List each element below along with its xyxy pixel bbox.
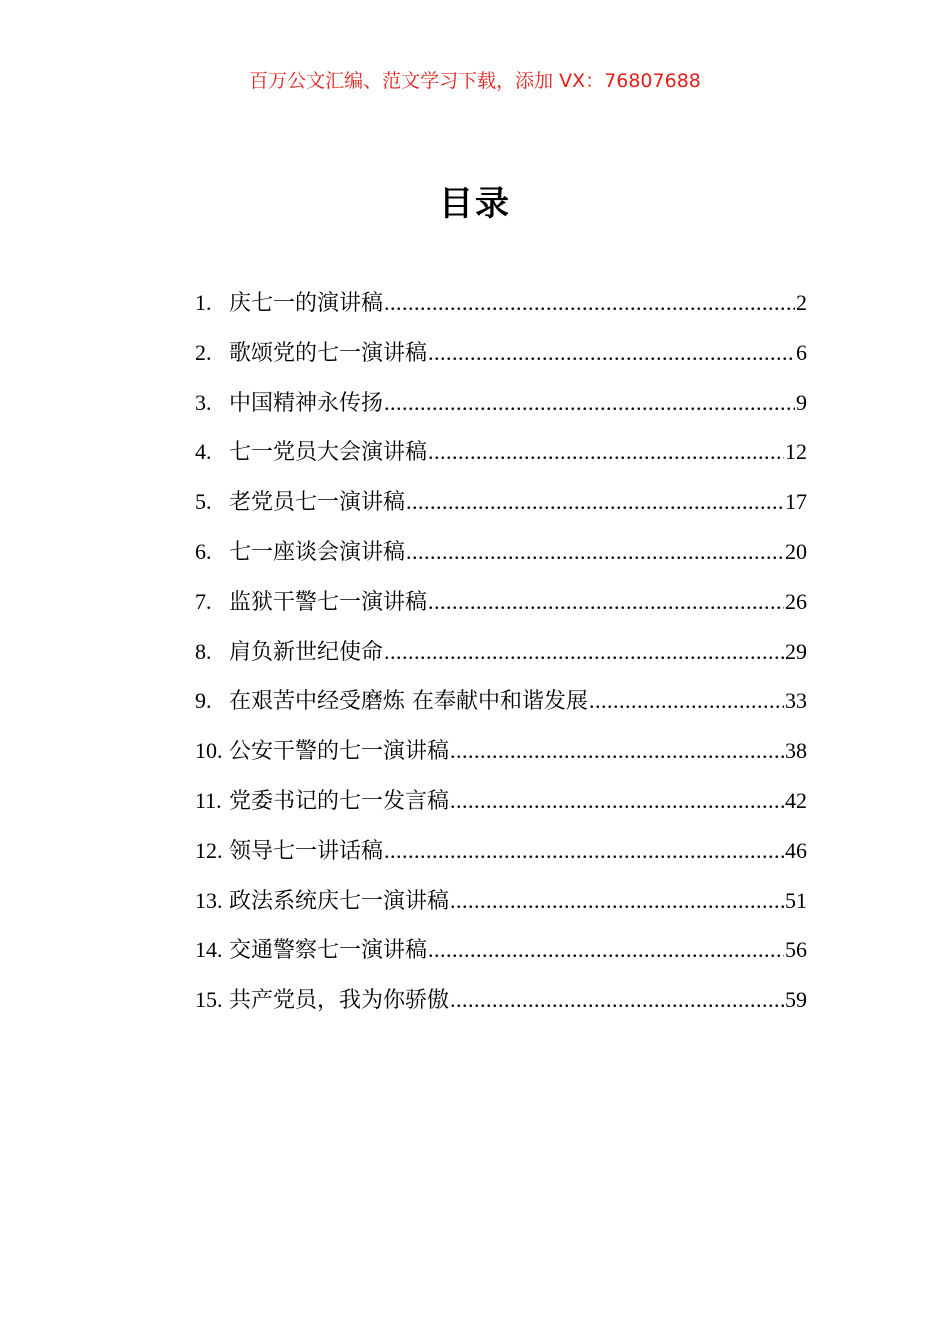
toc-entry-page-number: 17: [785, 489, 807, 515]
toc-entry-title: 老党员七一演讲稿: [229, 490, 406, 516]
toc-entry-page-number: 9: [796, 389, 807, 415]
toc-entry[interactable]: [195, 482, 807, 532]
toc-entry-number: 10.: [195, 738, 223, 764]
toc-entry-number: 13.: [195, 887, 223, 913]
toc-entry-title: 七一党员大会演讲稿: [229, 440, 428, 466]
toc-entry-page-number: 26: [785, 588, 807, 614]
toc-dot-leader: [450, 980, 784, 1020]
toc-entry-title: 政法系统庆七一演讲稿: [229, 888, 450, 914]
toc-entry-title: 交通警察七一演讲稿: [229, 938, 428, 964]
toc-entry-title: 中国精神永传扬: [229, 390, 384, 416]
toc-entry-title: 监狱干警七一演讲稿: [229, 589, 428, 615]
toc-entry[interactable]: [195, 333, 807, 383]
toc-entry-page-number: 2: [796, 290, 807, 315]
toc-entry-number: 11.: [195, 787, 222, 813]
toc-entry-title: 七一座谈会演讲稿: [229, 539, 406, 565]
toc-entry-title: 共产党员，我为你骄傲: [229, 988, 450, 1014]
toc-entry-title: 歌颂党的七一演讲稿: [229, 340, 428, 366]
toc-entry-page-number: 42: [785, 787, 807, 813]
toc-title: 目录: [439, 184, 511, 224]
toc-entry-page-number: 33: [785, 688, 807, 714]
toc-dot-leader: [428, 930, 784, 970]
toc-dot-leader: [384, 831, 784, 871]
toc-entry-page-number: 29: [785, 638, 807, 664]
toc-entry-number: 3.: [195, 389, 212, 415]
toc-dot-leader: [450, 781, 784, 821]
toc-entry[interactable]: [195, 383, 807, 433]
toc-entry[interactable]: [195, 930, 807, 980]
toc-entry-page-number: 6: [796, 339, 807, 365]
toc-entry[interactable]: [195, 831, 807, 881]
toc-entry-page-number: 38: [785, 738, 807, 764]
toc-entry-page-number: 20: [785, 538, 807, 564]
toc-entry[interactable]: [195, 980, 807, 1030]
toc-entry-number: 2.: [195, 339, 212, 365]
toc-dot-leader: [406, 532, 784, 572]
toc-entry-title: 在艰苦中经受磨炼 在奉献中和谐发展: [229, 689, 588, 715]
toc-entry-number: 15.: [195, 987, 223, 1013]
toc-entry-page-number: 12: [785, 439, 807, 465]
toc-entry[interactable]: [195, 283, 807, 333]
toc-entry[interactable]: [195, 532, 807, 582]
toc-dot-leader: [428, 582, 784, 622]
toc-entry-page-number: 46: [785, 837, 807, 863]
toc-dot-leader: [428, 432, 784, 472]
toc-entry-number: 6.: [195, 538, 212, 564]
toc-entry-title: 公安干警的七一演讲稿: [229, 739, 450, 765]
toc-entry-page-number: 51: [785, 887, 807, 913]
toc-dot-leader: [384, 383, 795, 423]
toc-dot-leader: [589, 681, 784, 721]
toc-entry-number: 7.: [195, 588, 212, 614]
toc-entry-title: 党委书记的七一发言稿: [229, 788, 450, 814]
toc-entry[interactable]: [195, 582, 807, 632]
toc-entry-number: 12.: [195, 837, 223, 863]
header-watermark-note: 百万公文汇编、范文学习下载，添加 VX：76807688: [249, 70, 701, 92]
toc-entry-title: 领导七一讲话稿: [229, 838, 384, 864]
toc-dot-leader: [384, 632, 784, 672]
toc-dot-leader: [428, 333, 795, 373]
toc-entry-page-number: 56: [785, 937, 807, 963]
table-of-contents: [195, 283, 807, 1030]
toc-entry[interactable]: [195, 632, 807, 682]
toc-entry-title: 庆七一的演讲稿: [229, 291, 384, 316]
toc-entry-title: 肩负新世纪使命: [229, 639, 384, 665]
toc-entry-number: 5.: [195, 489, 212, 515]
toc-entry-number: 8.: [195, 638, 212, 664]
toc-entry-number: 1.: [195, 290, 212, 315]
toc-entry-number: 9.: [195, 688, 212, 714]
toc-entry-number: 4.: [195, 439, 212, 465]
toc-dot-leader: [450, 731, 784, 771]
toc-entry[interactable]: [195, 681, 807, 731]
toc-entry[interactable]: [195, 731, 807, 781]
toc-entry[interactable]: [195, 881, 807, 931]
toc-entry[interactable]: [195, 781, 807, 831]
toc-entry[interactable]: [195, 432, 807, 482]
toc-entry-number: 14.: [195, 937, 223, 963]
toc-dot-leader: [406, 482, 784, 522]
toc-entry-page-number: 59: [785, 987, 807, 1013]
toc-dot-leader: [384, 283, 795, 323]
toc-dot-leader: [450, 881, 784, 921]
